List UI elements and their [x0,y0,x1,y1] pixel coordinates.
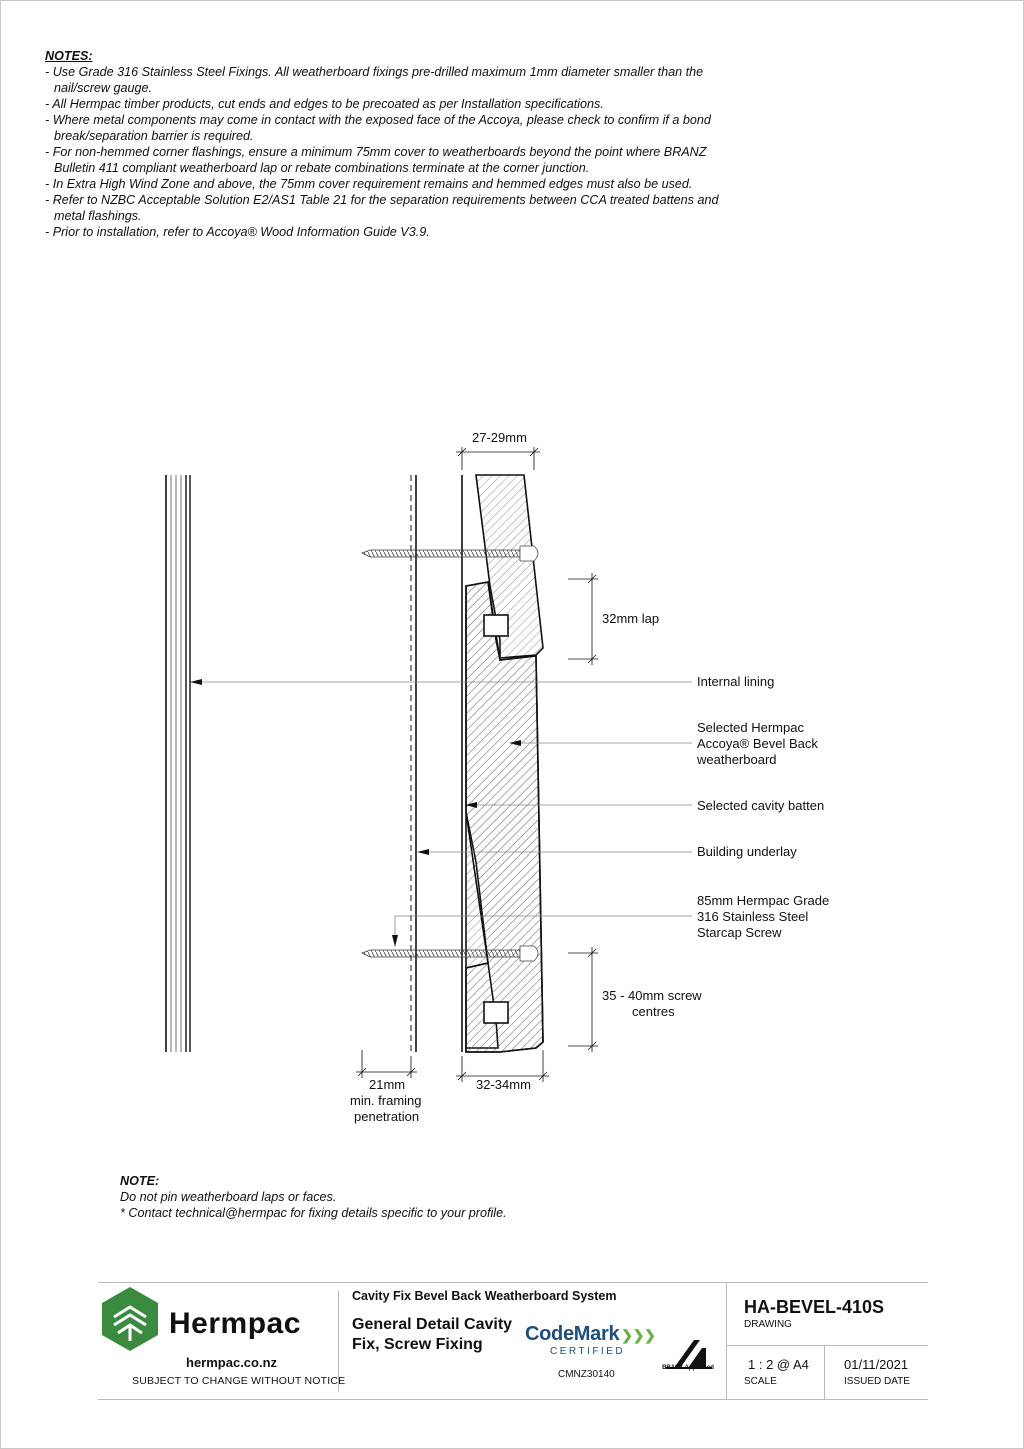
label-underlay: Building underlay [697,844,797,859]
title-block [98,1282,928,1400]
scale-value: 1 : 2 @ A4 [748,1357,809,1372]
label-weatherboard: weatherboard [697,752,777,767]
scale-label: SCALE [744,1376,777,1387]
note-item: - All Hermpac timber products, cut ends and edges to be precoated as per Installation specifications. [45,97,604,111]
branz-logo-icon [664,1329,714,1379]
dimension-top [456,447,540,470]
branz-text: BRANZ Appraised [662,1365,714,1371]
bottom-note-line: * Contact technical@hermpac for fixing details specific to your profile. [120,1206,507,1220]
dimension-penetration-label: penetration [354,1109,420,1124]
notice: SUBJECT TO CHANGE WITHOUT NOTICE [132,1375,346,1387]
notes-heading: NOTES: [45,49,93,63]
note-item: - Refer to NZBC Acceptable Solution E2/AS1 Table 21 for the separation requirements between CCA treated battens and metal flashings. [45,193,719,223]
codemark-logo [525,1323,656,1346]
note-item: - Prior to installation, refer to Accoya® Wood Information Guide V3.9. [45,225,430,239]
drawing-number: HA-BEVEL-410S [744,1297,885,1317]
divider [824,1345,825,1399]
system-title: Cavity Fix Bevel Back Weatherboard System [352,1289,617,1303]
dimension-lap-label: 32mm lap [602,611,660,626]
divider [726,1283,727,1399]
dimension-screw-centres [568,947,598,1052]
internal-lining [166,475,190,1052]
codemark-certified: CERTIFIED [550,1346,626,1357]
drawing-label: DRAWING [744,1319,792,1330]
label-weatherboard: Accoya® Bevel Back [697,736,818,751]
note-item: - In Extra High Wind Zone and above, the 75mm cover requirement remains and hemmed edges must also be used. [45,177,693,191]
building-underlay [411,475,416,1052]
divider [726,1345,928,1346]
label-screw: 85mm Hermpac Grade [697,893,830,908]
lap-batten-block-upper [484,615,508,636]
bottom-note [120,1173,507,1221]
brand-name: Hermpac [169,1307,301,1340]
lap-batten-block-lower [484,1002,508,1023]
dimension-penetration-label: min. framing [350,1093,422,1108]
leader-lines [195,682,692,940]
note-item: - For non-hemmed corner flashings, ensure a minimum 75mm cover to weatherboards beyond the point where BRANZ Bulletin 411 compliant weatherboard lap or rebate combinations terminate at the corner junction. [45,145,707,175]
note-item: - Use Grade 316 Stainless Steel Fixings. All weatherboard fixings pre-drilled maximum 1mm diameter smaller than the nail/screw gauge. [45,65,704,95]
label-weatherboard: Selected Hermpac [697,720,804,735]
chevron-right-icon: ❯❯❯ [621,1327,656,1343]
label-screw: Starcap Screw [697,925,782,940]
issued-date: 01/11/2021 [844,1357,909,1372]
hermpac-logo [98,1287,338,1357]
note-item: - Where metal components may come in contact with the exposed face of the Accoya, please check to confirm if a bond break/separation barrier is required. [45,113,711,143]
label-cavity-batten: Selected cavity batten [697,798,825,813]
dimension-lap [568,573,598,665]
codemark-text: CodeMark [525,1323,620,1345]
dimension-screw-centres-label: centres [632,1004,675,1019]
label-screw: 316 Stainless Steel [697,909,809,924]
dimension-screw-centres-label: 35 - 40mm screw [602,988,702,1003]
hermpac-logo-icon [98,1287,162,1351]
bottom-note-line: Do not pin weatherboard laps or faces. [120,1190,337,1204]
dimension-bottom-label: 32-34mm [476,1077,531,1092]
bottom-note-heading: NOTE: [120,1174,160,1188]
detail-title: General Detail Cavity Fix, Screw Fixing [352,1316,513,1353]
website[interactable]: hermpac.co.nz [186,1355,278,1370]
issued-date-label: ISSUED DATE [844,1376,910,1387]
codemark-number: CMNZ30140 [558,1369,615,1380]
dimension-top-label: 27-29mm [472,430,527,445]
dimension-penetration [356,1050,417,1078]
dimension-penetration-label: 21mm [369,1077,406,1092]
label-internal-lining: Internal lining [697,674,775,689]
